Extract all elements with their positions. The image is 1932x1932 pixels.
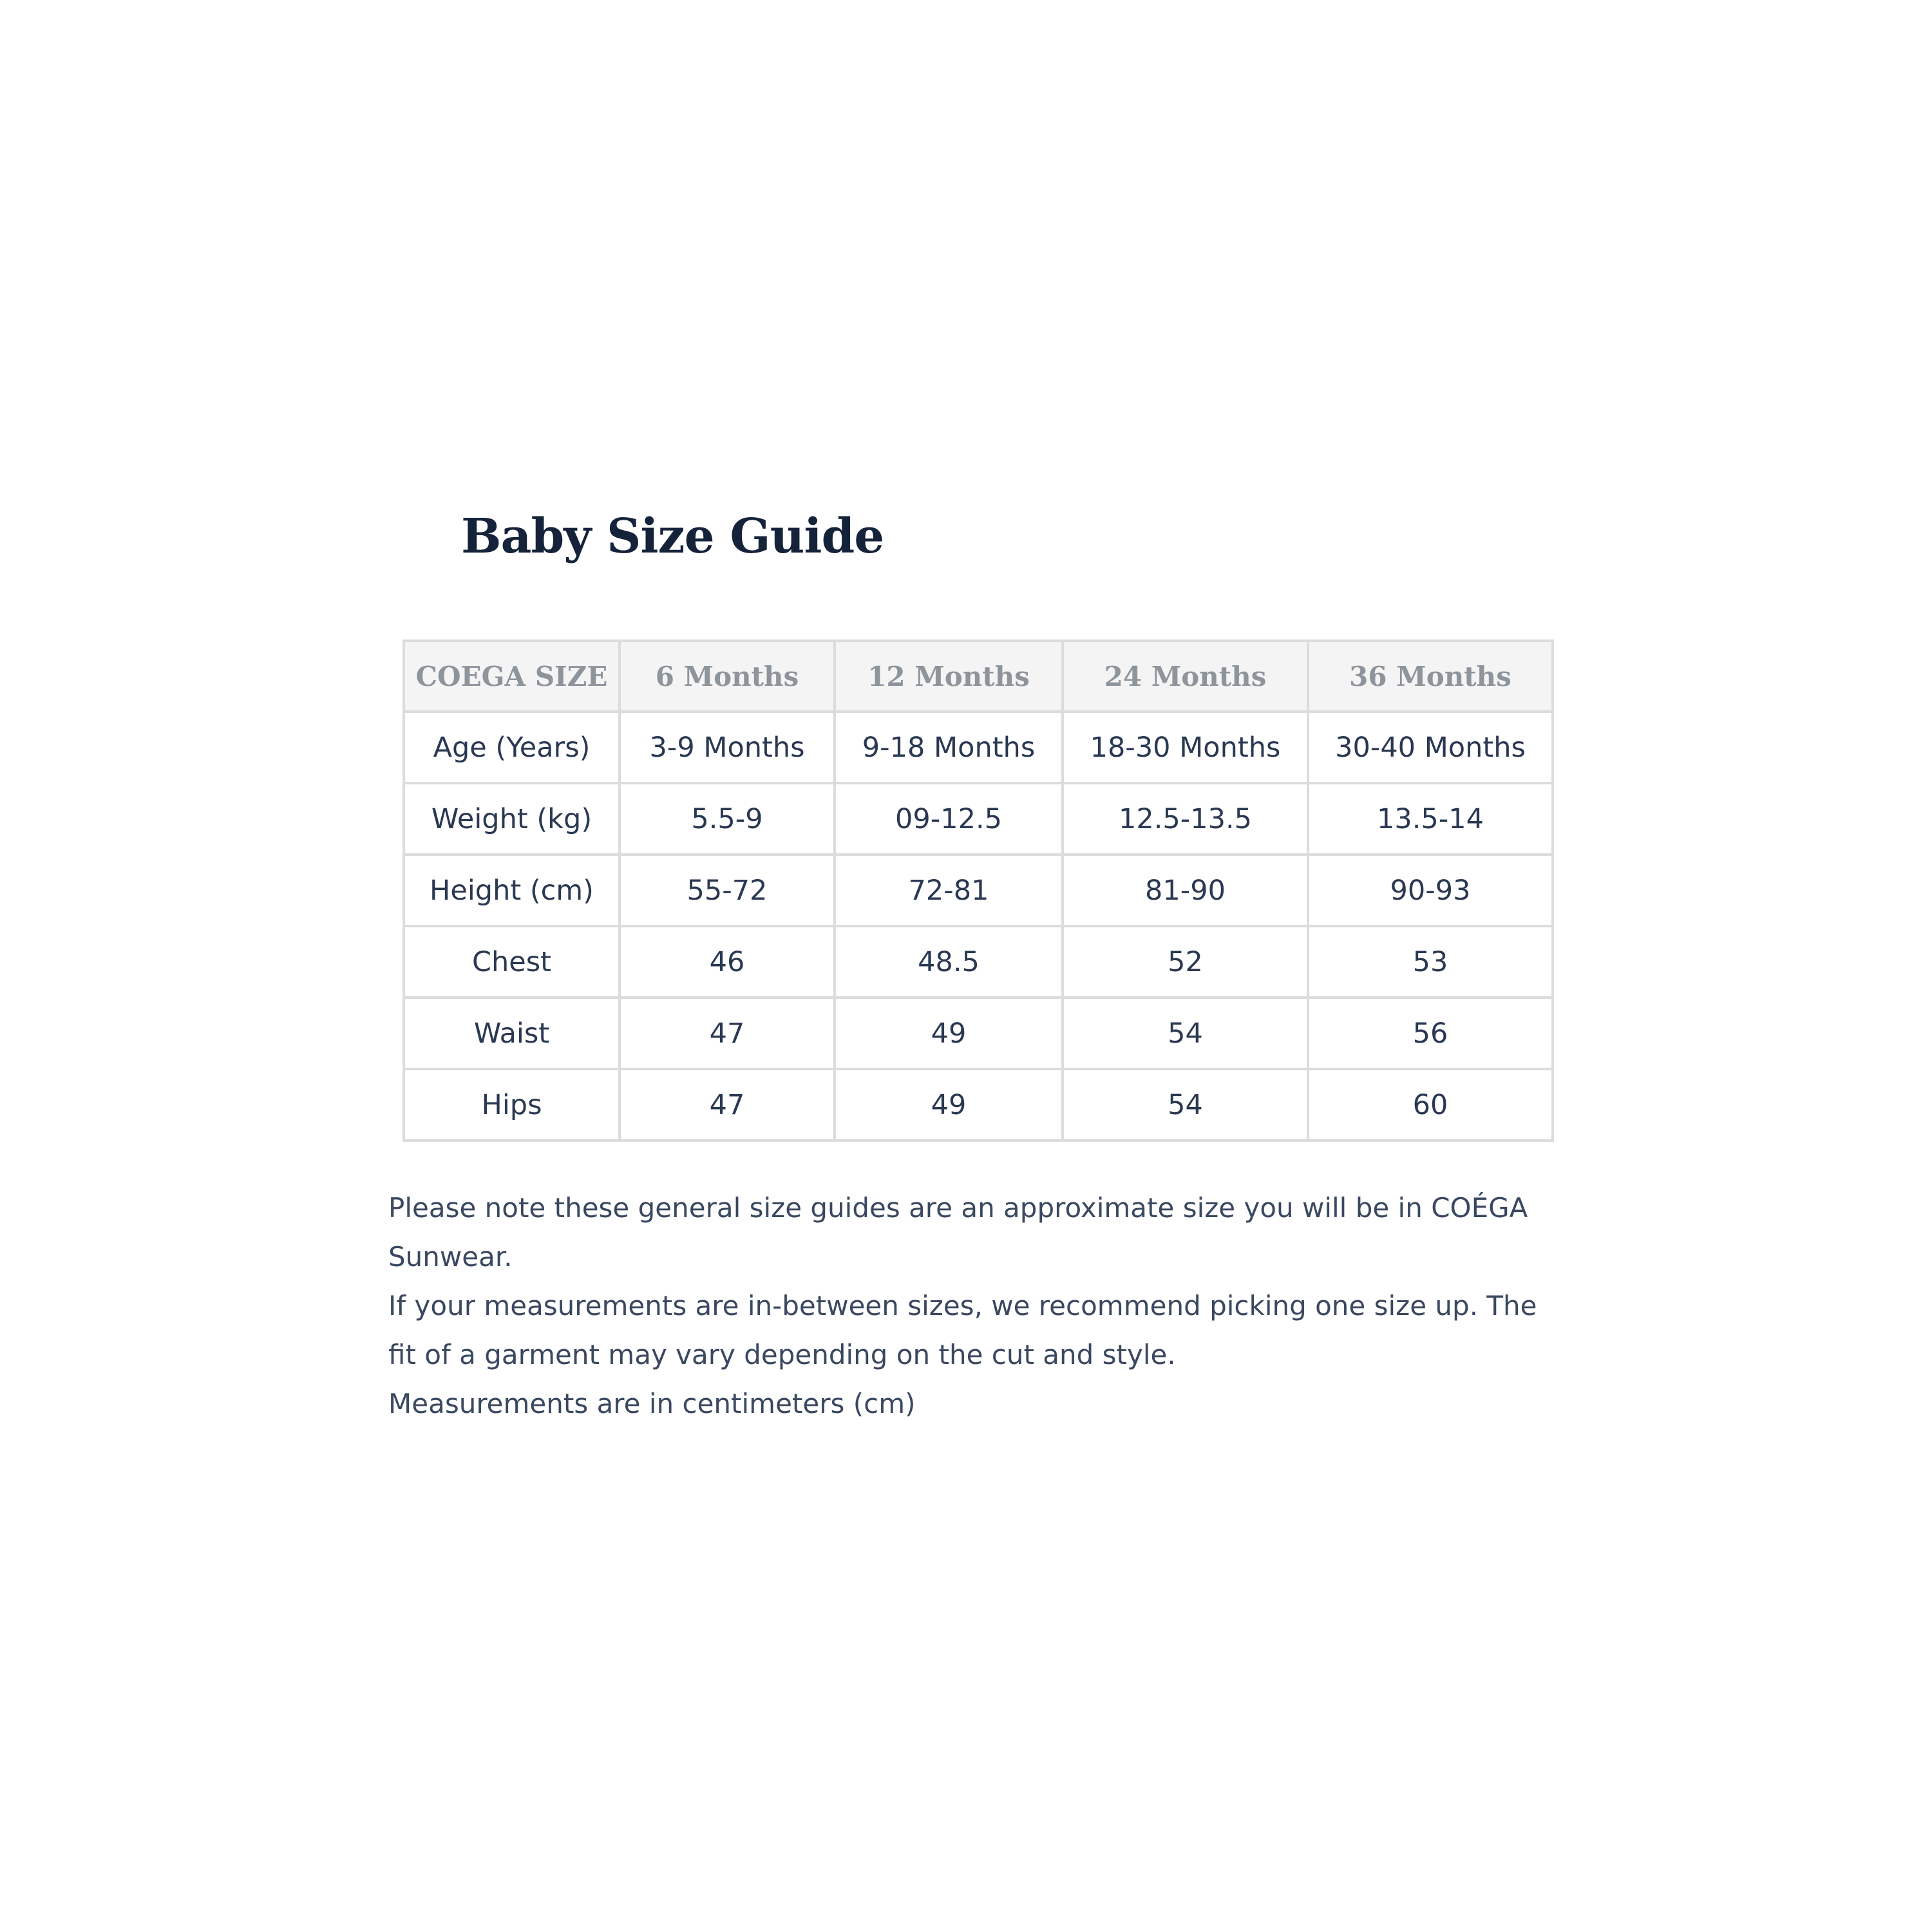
table-cell: 9-18 Months — [835, 712, 1063, 783]
table-row — [404, 855, 1553, 926]
table-row — [404, 926, 1553, 998]
table-cell: 52 — [1063, 926, 1308, 998]
table-cell: 47 — [620, 1069, 835, 1141]
table-row — [404, 712, 1553, 783]
table-cell: 18-30 Months — [1063, 712, 1308, 783]
table-cell: 56 — [1308, 998, 1553, 1069]
note-units: Measurements are in centimeters (cm) — [388, 1388, 916, 1419]
table-cell: 55-72 — [620, 855, 835, 926]
header-12-months: 12 Months — [835, 641, 1063, 712]
table-cell: 09-12.5 — [835, 783, 1063, 855]
row-label: Height (cm) — [404, 855, 620, 926]
size-table — [402, 639, 1554, 1142]
header-size-label: COEGA SIZE — [404, 641, 620, 712]
header-24-months: 24 Months — [1063, 641, 1308, 712]
row-label: Hips — [404, 1069, 620, 1141]
table-cell: 30-40 Months — [1308, 712, 1553, 783]
table-cell: 13.5-14 — [1308, 783, 1553, 855]
table-header-row — [404, 641, 1553, 712]
table-cell: 5.5-9 — [620, 783, 835, 855]
table-cell: 72-81 — [835, 855, 1063, 926]
header-36-months: 36 Months — [1308, 641, 1553, 712]
table-cell: 81-90 — [1063, 855, 1308, 926]
table-cell: 3-9 Months — [620, 712, 835, 783]
note-approximate-size: Please note these general size guides are an approximate size you will be in COÉGA Sunwear. — [388, 1192, 1528, 1273]
table-cell: 54 — [1063, 1069, 1308, 1141]
table-cell: 49 — [835, 1069, 1063, 1141]
table-row — [404, 1069, 1553, 1141]
row-label: Age (Years) — [404, 712, 620, 783]
header-6-months: 6 Months — [620, 641, 835, 712]
row-label: Weight (kg) — [404, 783, 620, 855]
row-label: Waist — [404, 998, 620, 1069]
row-label: Chest — [404, 926, 620, 998]
table-cell: 60 — [1308, 1069, 1553, 1141]
table-cell: 12.5-13.5 — [1063, 783, 1308, 855]
table-row — [404, 783, 1553, 855]
table-row — [404, 998, 1553, 1069]
note-size-up: If your measurements are in-between sizes, we recommend picking one size up. The fit of a garment may vary depending on the cut and style. — [388, 1290, 1537, 1370]
page-title: Baby Size Guide — [461, 509, 884, 564]
table-cell: 47 — [620, 998, 835, 1069]
table-cell: 49 — [835, 998, 1063, 1069]
table-cell: 46 — [620, 926, 835, 998]
table-cell: 54 — [1063, 998, 1308, 1069]
table-cell: 48.5 — [835, 926, 1063, 998]
table-cell: 90-93 — [1308, 855, 1553, 926]
size-notes — [388, 1184, 1560, 1428]
table-cell: 53 — [1308, 926, 1553, 998]
